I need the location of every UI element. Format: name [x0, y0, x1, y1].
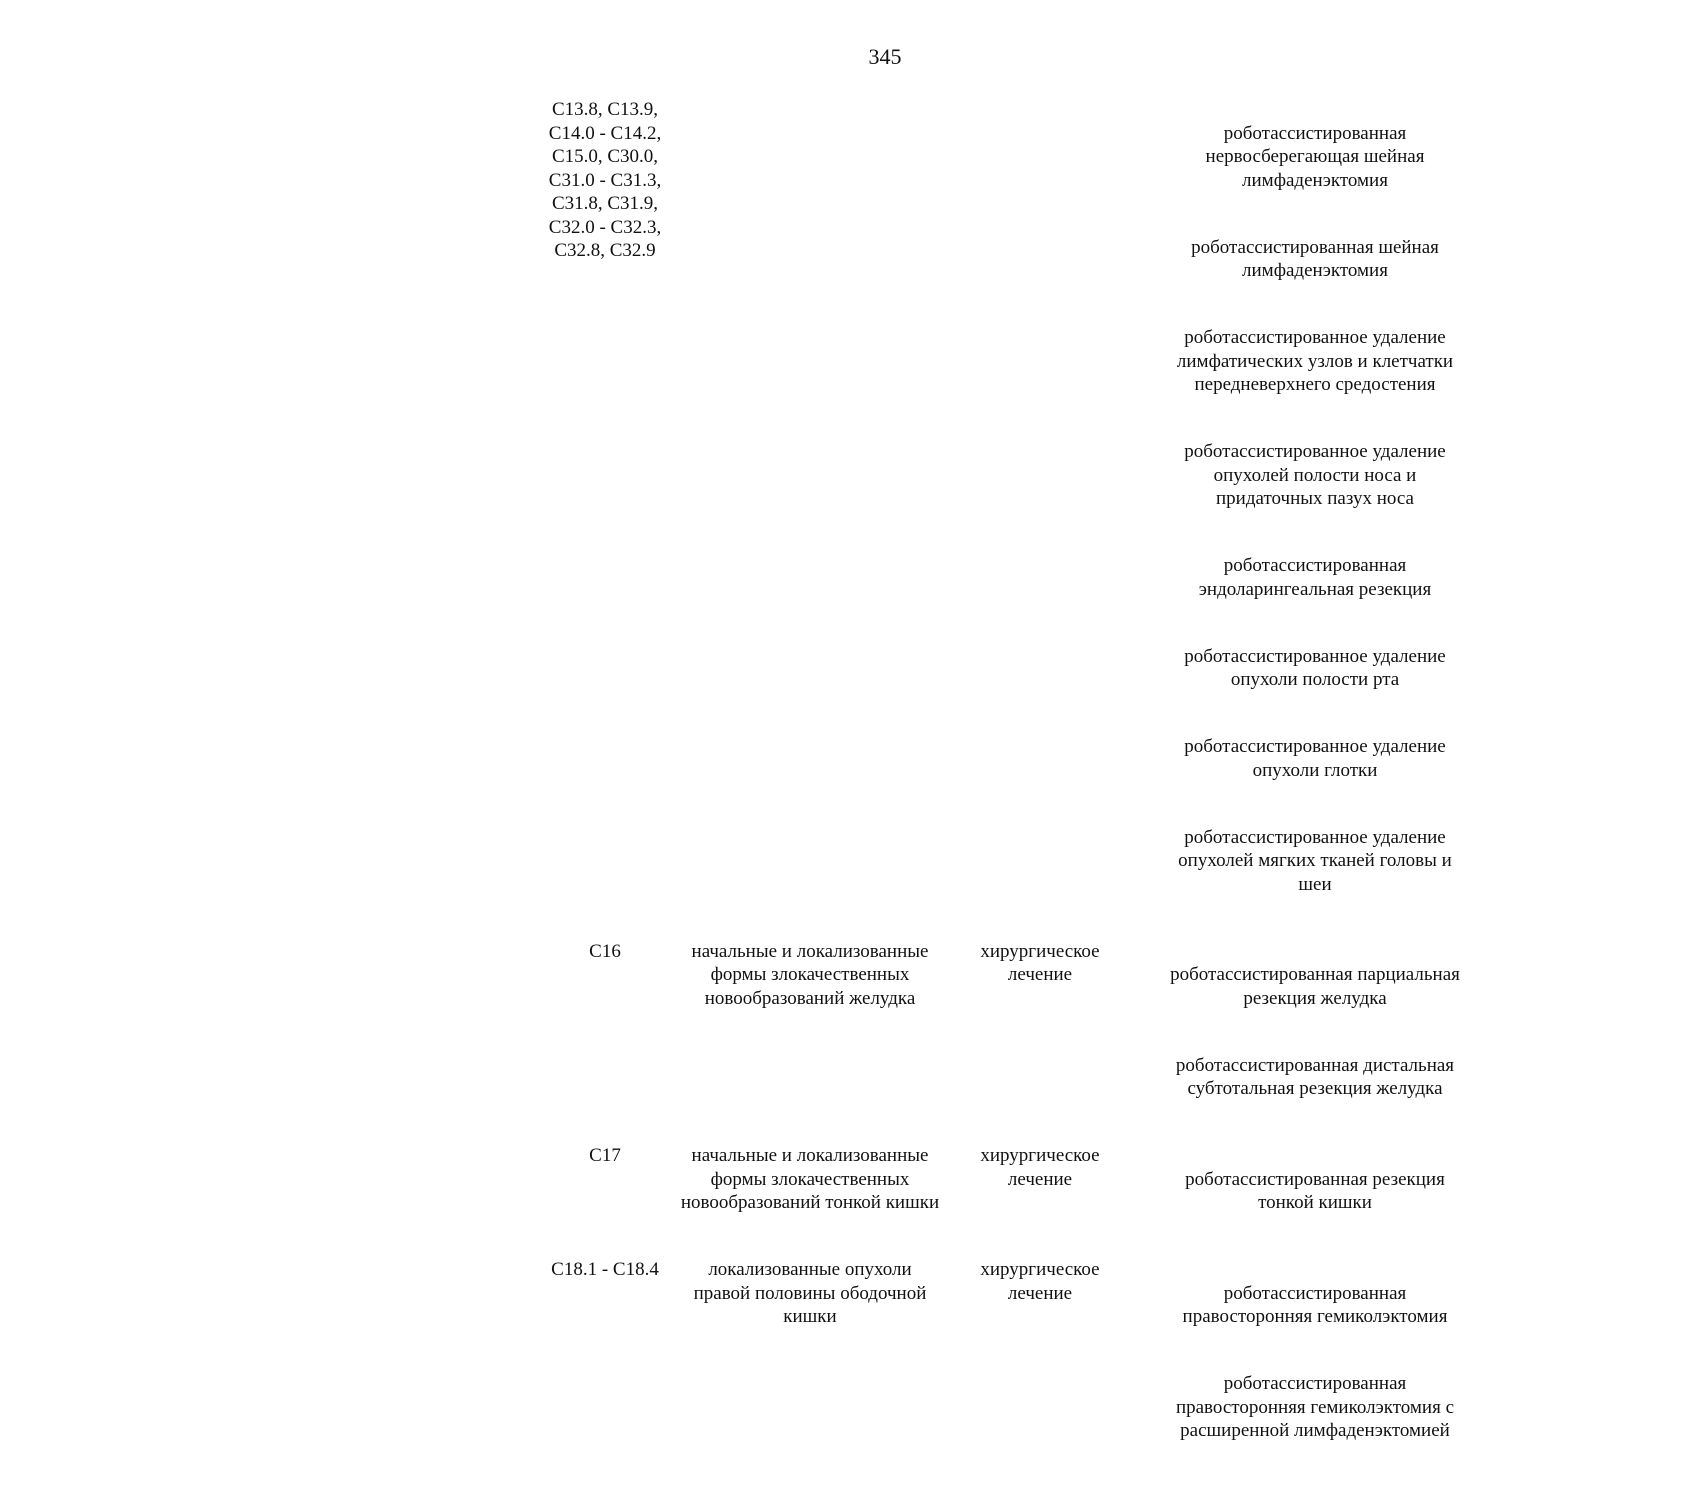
treatment-method: роботассистированное удаление опухоли глотки [1184, 736, 1446, 781]
treatment-method: роботассистированное удаление опухоли полости рта [1184, 645, 1446, 690]
icd-codes: C13.8, C13.9, C14.0 - C14.2, C15.0, C30.0, C31.0 - C31.3, C31.8, C31.9, C32.0 - C32.3, C32.8, C32.9 [548, 99, 662, 261]
treatment-methods [1140, 1258, 1490, 1466]
treatment-method: роботассистированное удаление лимфатических узлов и клетчатки передневерхнего средостения [1176, 327, 1454, 395]
treatment-type: хирургическое лечение [980, 940, 1100, 985]
treatment-method: роботассистированная эндоларингеальная резекция [1198, 555, 1432, 600]
treatment-type: хирургическое лечение [980, 1145, 1100, 1190]
treatment-method: роботассистированное удаление опухолей полости носа и придаточных пазух носа [1184, 441, 1446, 509]
treatment-methods [1140, 1144, 1490, 1238]
condition [680, 98, 940, 920]
icd-codes: C18.1 - C18.4 [551, 1259, 659, 1280]
table-row [530, 1258, 1490, 1466]
icd-codes: C16 [589, 940, 621, 962]
treatment-method: роботассистированная правосторонняя гемиколэктомия [1182, 1282, 1448, 1327]
treatment-method: роботассистированная шейная лимфаденэктомия [1191, 236, 1439, 281]
table-row [530, 98, 1490, 920]
table-row [530, 940, 1490, 1125]
condition: локализованные опухоли правой половины ободочной кишки [693, 1259, 927, 1327]
treatment-method: роботассистированная дистальная субтотальная резекция желудка [1175, 1054, 1455, 1099]
treatment-type [940, 98, 1140, 920]
treatment-methods [1140, 940, 1490, 1125]
treatment-method: роботассистированная нервосберегающая шейная лимфаденэктомия [1205, 122, 1425, 191]
treatment-type: хирургическое лечение [980, 1259, 1100, 1304]
page-number: 345 [868, 44, 902, 69]
condition: начальные и локализованные формы злокачественных новообразований тонкой кишки [680, 1145, 940, 1213]
treatment-method: роботассистированная правосторонняя гемиколэктомия с расширенной лимфаденэктомией [1175, 1373, 1455, 1441]
condition: начальные и локализованные формы злокачественных новообразований желудка [691, 940, 929, 1009]
treatment-method: роботассистированная резекция тонкой кишки [1185, 1168, 1445, 1213]
treatment-method: роботассистированная парциальная резекция желудка [1170, 964, 1460, 1009]
treatment-methods [1140, 98, 1490, 920]
table-row [530, 1144, 1490, 1238]
treatment-method: роботассистированное удаление опухолей мягких тканей головы и шеи [1178, 826, 1452, 895]
icd-codes: C17 [589, 1145, 621, 1166]
medical-procedures-table [530, 98, 1490, 1486]
